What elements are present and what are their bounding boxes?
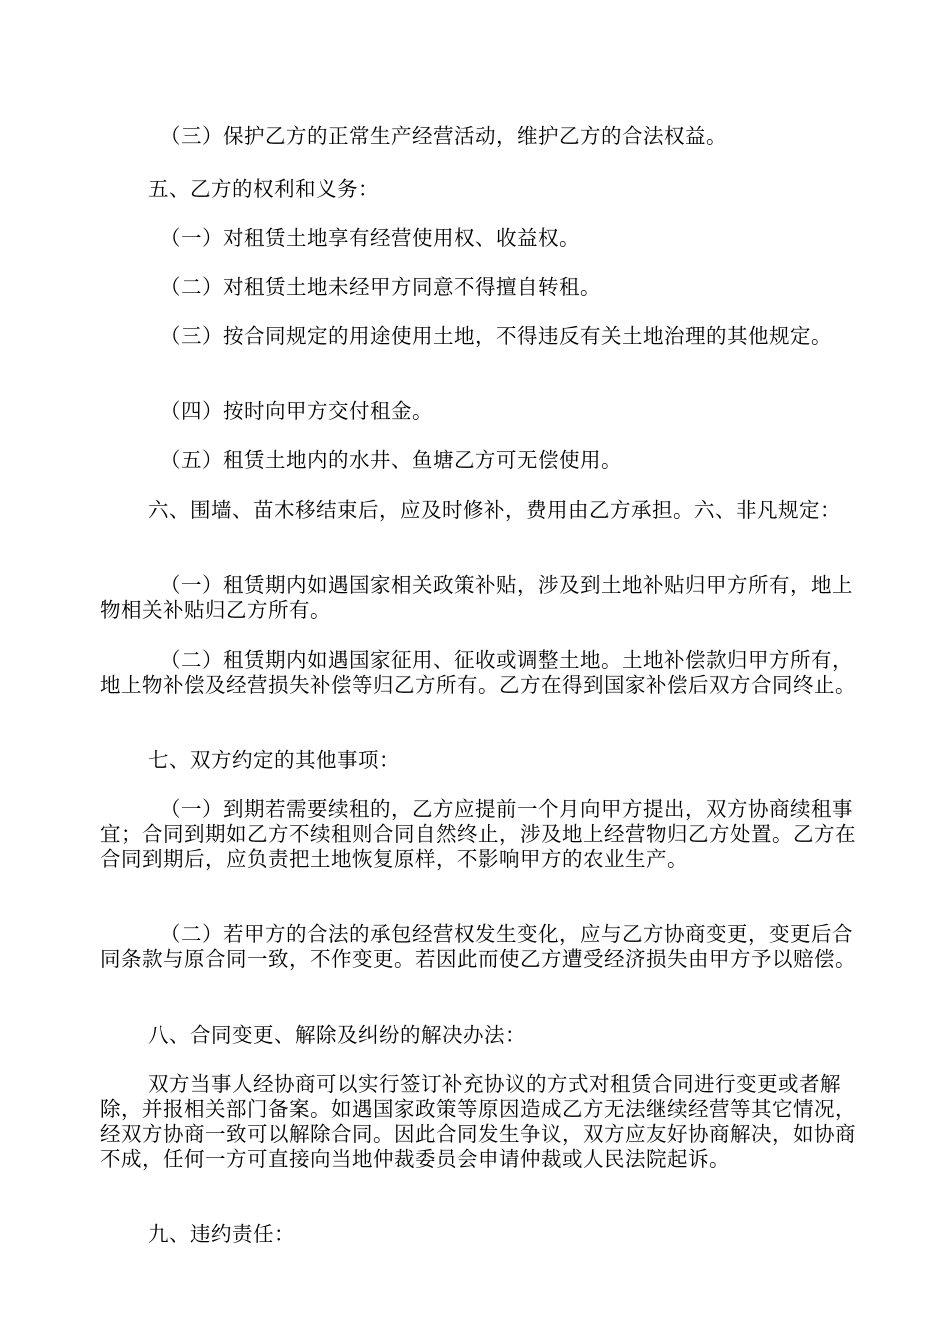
paragraph-section-6: 六、围墙、苗木移结束后，应及时修补，费用由乙方承担。六、非凡规定： bbox=[148, 498, 841, 522]
heading-section-9: 九、违约责任： bbox=[148, 1222, 295, 1246]
paragraph-5-5: （五）租赁土地内的水井、鱼塘乙方可无偿使用。 bbox=[160, 448, 622, 472]
heading-section-8: 八、合同变更、解除及纠纷的解决办法： bbox=[148, 1023, 526, 1047]
paragraph-5-2: （二）对租赁土地未经甲方同意不得擅自转租。 bbox=[160, 275, 601, 299]
heading-section-5: 五、乙方的权利和义务： bbox=[148, 177, 379, 201]
heading-section-7: 七、双方约定的其他事项： bbox=[148, 748, 400, 772]
paragraph-5-4: （四）按时向甲方交付租金。 bbox=[160, 399, 433, 423]
paragraph-protect-operations: （三）保护乙方的正常生产经营活动，维护乙方的合法权益。 bbox=[160, 124, 727, 148]
paragraph-6-2: （二）租赁期内如遇国家征用、征收或调整土地。土地补偿款归甲方所有，地上物补偿及经营损失补偿等归乙方所有。乙方在得到国家补偿后双方合同终止。 bbox=[100, 648, 856, 697]
paragraph-8-body: 双方当事人经协商可以实行签订补充协议的方式对租赁合同进行变更或者解除，并报相关部门备案。如遇国家政策等原因造成乙方无法继续经营等其它情况，经双方协商一致可以解除合同。因此合同发生争议，双方应友好协商解决，如协商不成，任何一方可直接向当地仲裁委员会申请仲裁或人民法院起诉。 bbox=[100, 1072, 856, 1171]
paragraph-5-1: （一）对租赁土地享有经营使用权、收益权。 bbox=[160, 226, 580, 250]
paragraph-6-1: （一）租赁期内如遇国家相关政策补贴，涉及到土地补贴归甲方所有，地上物相关补贴归乙方所有。 bbox=[100, 573, 853, 622]
paragraph-5-3: （三）按合同规定的用途使用土地，不得违反有关土地治理的其他规定。 bbox=[160, 324, 832, 348]
paragraph-7-1: （一）到期若需要续租的，乙方应提前一个月向甲方提出，双方协商续租事宜；合同到期如乙方不续租则合同自然终止，涉及地上经营物归乙方处置。乙方在合同到期后，应负责把土地恢复原样，不影响甲方的农业生产。 bbox=[100, 797, 856, 871]
paragraph-7-2: （二）若甲方的合法的承包经营权发生变化，应与乙方协商变更，变更后合同条款与原合同一致，不作变更。若因此而使乙方遭受经济损失由甲方予以赔偿。 bbox=[100, 922, 856, 971]
